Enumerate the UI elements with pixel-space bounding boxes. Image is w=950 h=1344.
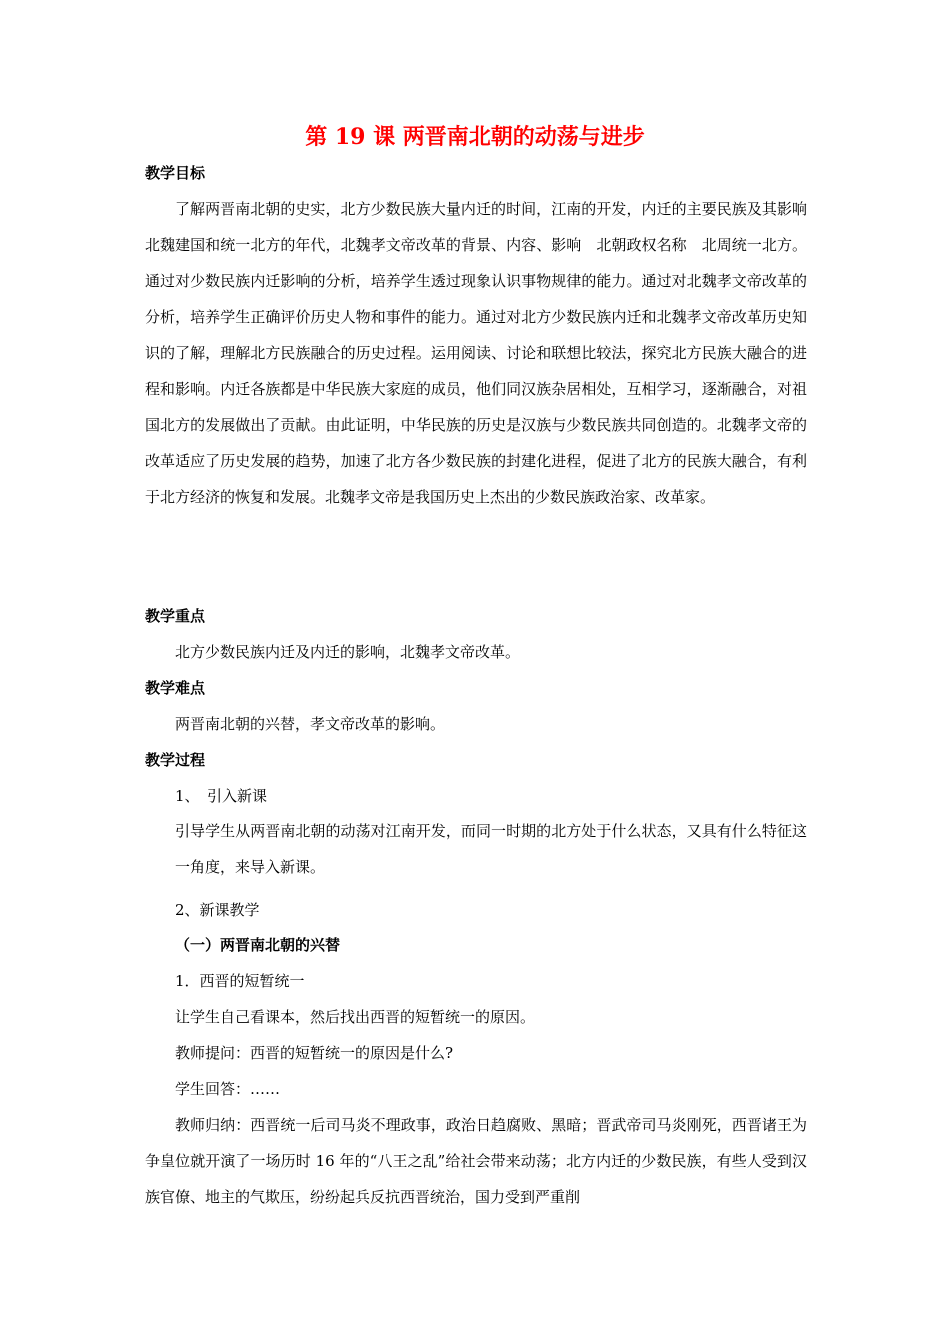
difficulties-text: 两晋南北朝的兴替，孝文帝改革的影响。 bbox=[175, 715, 446, 733]
step2-label: 2、新课教学 bbox=[175, 901, 260, 919]
objectives-heading: 教学目标 bbox=[145, 164, 206, 182]
key-points-text: 北方少数民族内迁及内迁的影响，北魏孝文帝改革。 bbox=[175, 643, 521, 661]
objectives-paragraph: 了解两晋南北朝的史实，北方少数民族大量内迁的时间，江南的开发，内迁的主要民族及其影响北魏建国和统一北方的年代，北魏孝文帝改革的背景、内容、影响 北朝政权名称 北周统一北方。通过对少数民族内迁影响的分析，培养学生透过现象认识事物规律的能力。通过对北魏孝文帝改革的分析，培养学生正确评价历史人物和事件的能力。通过对北方少数民族内迁和北魏孝文帝改革历史知识的了解，理解北方民族融合的历史过程。运用阅读、讨论和联想比较法，探究北方民族大融合的进程和影响。内迁各族都是中华民族大家庭的成员，他们同汉族杂居相处，互相学习，逐渐融合，对祖国北方的发展做出了贡献。由此证明，中华民族的历史是汉族与少数民族共同创造的。北魏孝文帝的改革适应了历史发展的趋势，加速了北方各少数民族的封建化进程，促进了北方的民族大融合，有利于北方经济的恢复和发展。北魏孝文帝是我国历史上杰出的少数民族政治家、改革家。 bbox=[145, 200, 807, 506]
step1-text: 引导学生从两晋南北朝的动荡对江南开发，而同一时期的北方处于什么状态，又具有什么特征这一角度，来导入新课。 bbox=[175, 822, 807, 876]
difficulties-heading: 教学难点 bbox=[145, 679, 206, 697]
student-answer: 学生回答：…… bbox=[175, 1080, 281, 1098]
teacher-summary: 教师归纳：西晋统一后司马炎不理政事，政治日趋腐败、黑暗；晋武帝司马炎刚死，西晋诸王为争皇位就开演了一场历时 16 年的“八王之乱”给社会带来动荡；北方内迁的少数民族，有些人受到汉族官僚、地主的气欺压，纷纷起兵反抗西晋统治，国力受到严重削 bbox=[145, 1116, 807, 1206]
sub1-heading: （一）两晋南北朝的兴替 bbox=[175, 936, 341, 954]
step1-label: 1、 引入新课 bbox=[175, 787, 268, 805]
process-heading: 教学过程 bbox=[145, 751, 206, 769]
teacher-question: 教师提问：西晋的短暂统一的原因是什么? bbox=[175, 1044, 454, 1062]
item1-instruction: 让学生自己看课本，然后找出西晋的短暂统一的原因。 bbox=[175, 1008, 536, 1026]
item1-label: 1．西晋的短暂统一 bbox=[175, 972, 305, 990]
lesson-title: 第 19 课 两晋南北朝的动荡与进步 bbox=[305, 124, 645, 150]
key-points-heading: 教学重点 bbox=[145, 607, 206, 625]
